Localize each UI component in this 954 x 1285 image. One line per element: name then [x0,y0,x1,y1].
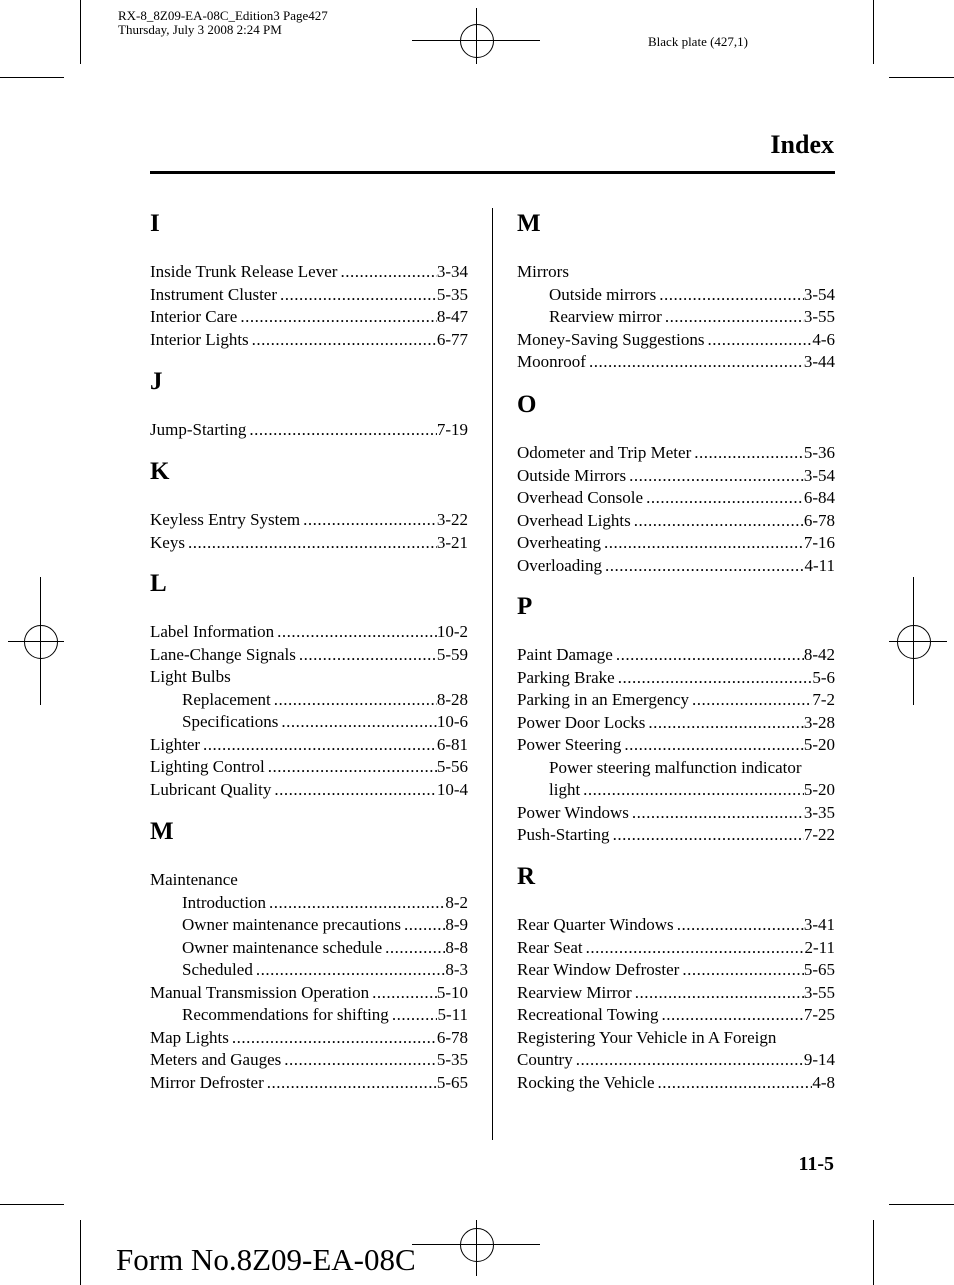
index-entry [150,621,468,643]
title-rule [150,171,835,174]
section-letter: J [150,368,163,395]
dot-leader [200,734,437,756]
entry-page: 4-8 [812,1072,835,1092]
dot-leader [337,261,436,283]
index-entry [517,1072,835,1094]
entry-page: 5-36 [803,443,835,462]
entry-page: 10-6 [436,712,468,732]
entry-label: Overhead Console [517,488,644,508]
entry-label: Introduction [182,892,267,912]
entry-page: 10-2 [436,622,468,641]
entry-label: Money-Saving Suggestions [517,329,705,349]
entry-label: Rearview Mirror [517,982,632,1002]
dot-leader [296,644,437,666]
entry-page: 7-2 [812,690,835,710]
dot-leader [274,621,437,643]
dot-leader [573,1049,804,1071]
index-entry [517,667,835,689]
entry-label: Instrument Cluster [150,284,278,304]
dot-leader [631,510,804,532]
index-entry [517,329,835,351]
index-entry [150,261,468,283]
entry-page: 3-44 [803,352,835,372]
entry-page: 5-35 [436,1050,468,1070]
entry-page: 3-54 [803,465,835,485]
dot-leader [601,532,804,554]
dot-leader [629,802,804,824]
dot-leader [401,914,445,936]
entry-label: Overhead Lights [517,510,631,530]
index-entry [150,779,468,801]
entry-page: 2-11 [804,937,835,957]
dot-leader [271,779,437,801]
index-entry [150,644,468,666]
dot-leader [249,329,437,351]
dot-leader [229,1027,437,1049]
index-subentry [182,711,468,733]
entry-label: Rear Quarter Windows [517,915,674,934]
dot-leader [602,555,804,577]
index-entry [517,510,835,532]
dot-leader [662,306,804,328]
dot-leader [369,982,437,1004]
dot-leader [674,914,804,936]
entry-page: 8-8 [445,937,468,957]
dot-leader [632,982,804,1004]
entry-label: Maintenance [150,870,238,889]
entry-page: 5-6 [812,667,835,687]
index-entry [517,487,835,509]
entry-label: Rocking the Vehicle [517,1072,655,1092]
entry-page: 6-81 [436,734,468,754]
entry-label: Rearview mirror [549,307,662,327]
entry-page: 6-77 [436,329,468,349]
index-entry [517,937,835,959]
entry-label: Power steering malfunction indicator [549,757,802,777]
entry-page: 7-16 [803,533,835,553]
entry-label: Mirror Defroster [150,1072,264,1092]
page-number: 11-5 [798,1153,834,1175]
index-entry [150,509,468,531]
dot-leader [645,712,803,734]
dot-leader [580,779,804,801]
dot-leader [583,937,805,959]
index-entry [517,802,835,824]
entry-label: Paint Damage [517,645,613,664]
dot-leader [659,1004,804,1026]
index-entry [150,284,468,306]
entry-page: 5-10 [436,982,468,1002]
dot-leader [389,1004,438,1026]
entry-page: 3-54 [803,284,835,304]
entry-label: Power Door Locks [517,712,646,732]
section-letter: L [150,570,167,597]
entry-page: 3-28 [803,712,835,732]
entry-label: Power Windows [517,802,629,822]
entry-label: Light Bulbs [150,667,231,687]
entry-label: Scheduled [182,960,253,980]
entry-label: Overheating [517,533,602,553]
dot-leader [253,959,446,981]
dot-leader [266,892,445,914]
entry-page: 3-34 [436,262,468,281]
form-number: Form No.8Z09-EA-08C [116,1242,416,1277]
index-entry [517,959,835,981]
entry-label: Rear Seat [517,937,583,957]
section-letter: O [517,391,537,418]
entry-label: Map Lights [150,1027,229,1047]
entry-page: 6-78 [803,510,835,530]
index-entry [517,914,835,936]
index-entry [517,734,835,756]
entry-page: 4-6 [812,329,835,349]
index-entry [517,351,835,373]
section-letter: M [517,210,541,237]
dot-leader [265,756,437,778]
index-subentry [182,892,468,914]
index-entry [517,261,835,283]
entry-page: 3-41 [803,915,835,934]
section-letter: P [517,593,533,620]
entry-label: Odometer and Trip Meter [517,443,692,462]
entry-label: Country [517,1050,573,1070]
print-header-line1: RX-8_8Z09-EA-08C_Edition3 Page427 [118,8,328,23]
section-letter: R [517,863,536,890]
index-entry [150,734,468,756]
entry-label: Inside Trunk Release Lever [150,262,338,281]
entry-label: Push-Starting [517,825,610,845]
entry-label: Moonroof [517,352,586,372]
entry-label: Outside mirrors [549,284,657,304]
entry-page: 3-22 [436,510,468,529]
dot-leader [264,1072,437,1094]
dot-leader [246,419,436,441]
entry-label: Interior Lights [150,329,249,349]
index-entry [150,869,468,891]
dot-leader [613,644,804,666]
entry-page: 5-20 [803,735,835,755]
index-entry [517,1027,835,1049]
dot-leader [626,465,804,487]
dot-leader [704,329,812,351]
dot-leader [382,937,445,959]
dot-leader [679,959,803,981]
entry-page: 8-3 [445,960,468,980]
entry-label: Owner maintenance precautions [182,915,402,935]
index-entry [517,712,835,734]
entry-label: Keys [150,532,185,552]
entry-label: Keyless Entry System [150,510,301,529]
index-entry [517,532,835,554]
dot-leader [621,734,803,756]
entry-page: 3-55 [803,307,835,327]
entry-label: Recreational Towing [517,1005,659,1025]
entry-page: 5-59 [436,644,468,664]
index-subentry [182,1004,468,1026]
entry-page: 8-2 [445,892,468,912]
index-entry [517,555,835,577]
index-entry [150,329,468,351]
dot-leader [586,351,804,373]
dot-leader [185,532,437,554]
index-subentry [182,689,468,711]
entry-label: Recommendations for shifting [182,1005,389,1025]
index-entry [517,1004,835,1026]
entry-label: Mirrors [517,262,569,281]
entry-page: 3-21 [436,532,468,552]
section-letter: I [150,210,160,237]
index-entry [517,1049,835,1071]
index-entry [517,465,835,487]
column-divider [492,208,493,1140]
index-entry [150,1072,468,1094]
entry-label: Lubricant Quality [150,779,272,799]
entry-page: 8-42 [803,645,835,664]
index-entry [517,442,835,464]
dot-leader [237,306,437,328]
section-letter: M [150,818,174,845]
index-subentry [549,779,835,801]
entry-page: 7-19 [436,420,468,439]
entry-label: Lane-Change Signals [150,644,296,664]
entry-label: Interior Care [150,307,238,327]
dot-leader [643,487,804,509]
print-header-plate: Black plate (427,1) [648,34,748,49]
index-entry [150,306,468,328]
entry-label: Specifications [182,712,279,732]
entry-label: Replacement [182,689,271,709]
entry-label: Overloading [517,555,602,575]
entry-label: Parking Brake [517,667,615,687]
print-header-line2: Thursday, July 3 2008 2:24 PM [118,22,282,37]
dot-leader [610,824,804,846]
entry-page: 3-35 [803,802,835,822]
page-title: Index [770,130,834,159]
entry-page: 6-84 [803,488,835,508]
dot-leader [277,284,437,306]
index-entry [517,689,835,711]
entry-page: 5-56 [436,757,468,777]
dot-leader [300,509,437,531]
dot-leader [691,442,804,464]
entry-page: 5-11 [437,1005,468,1025]
dot-leader [278,711,437,733]
entry-label: Power Steering [517,735,622,755]
index-entry [150,982,468,1004]
dot-leader [655,1072,813,1094]
entry-page: 7-25 [803,1005,835,1025]
dot-leader [281,1049,437,1071]
index-subentry [549,306,835,328]
index-entry [150,532,468,554]
index-subentry [549,284,835,306]
index-subentry [182,937,468,959]
entry-page: 6-78 [436,1027,468,1047]
entry-label: Jump-Starting [150,420,247,439]
index-entry [517,982,835,1004]
index-entry [150,1027,468,1049]
entry-label: Label Information [150,622,275,641]
entry-page: 4-11 [804,555,835,575]
entry-page: 3-55 [803,982,835,1002]
index-entry [150,419,468,441]
index-subentry [182,914,468,936]
index-entry [150,756,468,778]
dot-leader [656,284,804,306]
entry-page: 10-4 [436,779,468,799]
entry-label: light [549,780,581,800]
index-subentry [549,757,835,779]
index-subentry [182,959,468,981]
entry-label: Outside Mirrors [517,465,627,485]
entry-label: Parking in an Emergency [517,690,690,710]
entry-page: 5-65 [436,1072,468,1092]
index-entry [517,824,835,846]
section-letter: K [150,458,170,485]
entry-label: Meters and Gauges [150,1050,282,1070]
dot-leader [271,689,437,711]
index-entry [517,644,835,666]
index-entry [150,666,468,688]
entry-label: Registering Your Vehicle in A Foreign [517,1027,777,1047]
entry-page: 5-35 [436,284,468,304]
entry-label: Rear Window Defroster [517,960,680,980]
entry-label: Lighter [150,734,201,754]
entry-label: Manual Transmission Operation [150,982,370,1002]
entry-page: 8-28 [436,689,468,709]
entry-label: Lighting Control [150,757,265,777]
dot-leader [615,667,813,689]
entry-page: 7-22 [803,825,835,845]
entry-page: 8-9 [445,915,468,935]
entry-page: 9-14 [803,1050,835,1070]
entry-page: 8-47 [436,307,468,327]
dot-leader [689,689,812,711]
entry-label: Owner maintenance schedule [182,937,383,957]
entry-page: 5-20 [803,780,835,800]
entry-page: 5-65 [803,960,835,980]
index-entry [150,1049,468,1071]
